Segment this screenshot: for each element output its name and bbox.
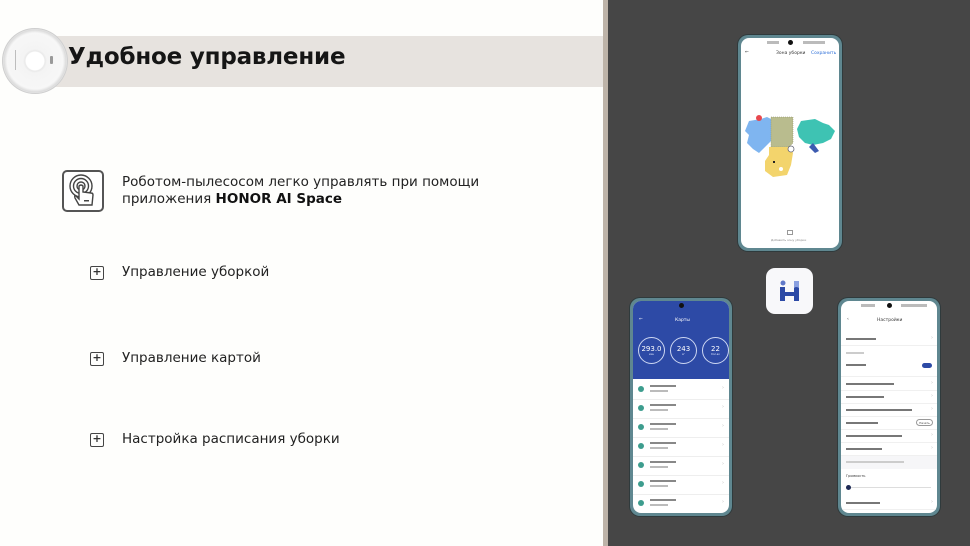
history-row[interactable]: › — [633, 457, 729, 476]
settings-row[interactable]: › — [841, 404, 937, 417]
intro-description: Роботом-пылесосом легко управлять при помощи приложения — [122, 174, 480, 207]
history-row[interactable]: › — [633, 495, 729, 513]
history-row[interactable]: › — [633, 438, 729, 457]
settings-row[interactable]: › — [841, 443, 937, 456]
map-screen — [741, 38, 839, 248]
settings-screen — [841, 301, 937, 513]
intro-text — [122, 174, 502, 208]
phone-settings-screen — [838, 298, 940, 516]
stat-count: 22 Кол-во — [702, 337, 729, 364]
settings-section — [841, 456, 937, 469]
settings-row[interactable]: › — [841, 430, 937, 443]
settings-row[interactable]: › — [841, 378, 937, 391]
stat-time: 293.0 мин — [638, 337, 665, 364]
plus-box-icon: + — [90, 266, 104, 280]
volume-label: Громкость — [846, 474, 866, 478]
settings-row[interactable]: › — [841, 497, 937, 510]
app-logo-icon — [766, 268, 813, 314]
back-arrow-icon[interactable]: ‹ — [847, 317, 849, 322]
toggle-switch[interactable] — [922, 363, 932, 368]
cleaning-map[interactable] — [743, 113, 839, 193]
settings-row[interactable]: › — [841, 333, 937, 346]
settings-title: Настройки — [877, 318, 903, 323]
status-bar — [841, 304, 937, 308]
history-row[interactable]: › — [633, 381, 729, 400]
plus-box-icon: + — [90, 433, 104, 447]
page-title: Удобное управление — [68, 44, 346, 70]
robot-led — [50, 56, 53, 64]
feature-label: Управление уборкой — [122, 264, 270, 280]
volume-slider[interactable] — [846, 487, 931, 488]
slider-thumb[interactable] — [846, 485, 851, 490]
plus-box-icon: + — [90, 352, 104, 366]
phone-map-screen — [738, 35, 842, 251]
back-arrow-icon[interactable]: ← — [745, 50, 749, 55]
history-list — [633, 379, 729, 513]
history-row[interactable]: › — [633, 476, 729, 495]
settings-row[interactable] — [841, 417, 937, 430]
maps-screen — [633, 301, 729, 513]
feature-label: Управление картой — [122, 350, 261, 366]
camera-notch — [679, 303, 684, 308]
honor-ai-space-logo — [766, 268, 813, 314]
history-row[interactable]: › — [633, 400, 729, 419]
robot-slot — [15, 50, 16, 70]
history-row[interactable]: › — [633, 419, 729, 438]
feature-label: Настройка расписания уборки — [122, 431, 340, 447]
start-position-button[interactable]: Начать — [916, 419, 933, 426]
map-screen-title: Зона уборки — [776, 51, 806, 56]
save-button[interactable]: Сохранить — [811, 51, 837, 56]
brand-name: HONOR AI Space — [215, 191, 343, 207]
maps-title: Карты — [675, 318, 690, 323]
touch-hand-icon — [62, 170, 104, 212]
stat-area: 243 м² — [670, 337, 697, 364]
robot-vacuum-image — [2, 28, 68, 94]
status-bar — [741, 41, 839, 45]
add-zone-label[interactable]: Добавить зону уборки — [771, 238, 807, 242]
settings-row-toggle[interactable] — [841, 359, 937, 377]
phone-maps-screen — [630, 298, 732, 516]
add-zone-icon[interactable] — [787, 230, 793, 235]
settings-row[interactable]: › — [841, 391, 937, 404]
back-arrow-icon[interactable]: ← — [639, 317, 643, 322]
